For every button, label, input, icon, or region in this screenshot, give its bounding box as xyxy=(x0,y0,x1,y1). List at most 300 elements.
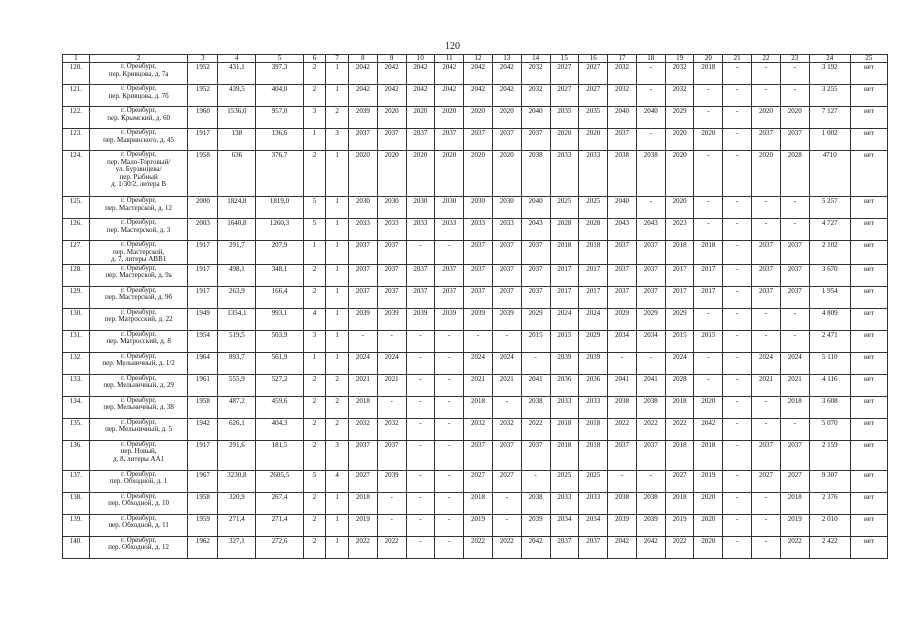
row-number-cell: 123. xyxy=(63,129,90,151)
cell-col13: 2030 xyxy=(492,197,521,219)
cell-col19: 2024 xyxy=(665,352,694,374)
cell-col23: - xyxy=(780,197,809,219)
cell-col16: 2035 xyxy=(579,107,608,129)
cell-col20: - xyxy=(694,107,723,129)
cell-col14: 2032 xyxy=(521,63,550,85)
cell-col4: 555,9 xyxy=(218,374,256,396)
cell-col11: 2020 xyxy=(435,107,464,129)
cell-col25: нет xyxy=(850,129,887,151)
cell-col14: 2040 xyxy=(521,107,550,129)
cell-col17: 2037 xyxy=(608,286,637,308)
cell-col20: 2042 xyxy=(694,418,723,440)
cell-col11: - xyxy=(435,536,464,558)
cell-col16: 2017 xyxy=(579,264,608,286)
cell-col10: - xyxy=(406,536,435,558)
address-line: пер. Мастерской, д. 9а xyxy=(105,271,172,279)
cell-col5: 181,5 xyxy=(256,440,303,470)
cell-col20: 2018 xyxy=(694,63,723,85)
address-line: д. 7, литеры АВВ1 xyxy=(110,255,167,263)
table-row xyxy=(63,396,888,418)
cell-col18: 2022 xyxy=(636,418,665,440)
cell-col4: 327,1 xyxy=(218,536,256,558)
address-cell xyxy=(89,492,188,514)
cell-col21: - xyxy=(723,129,752,151)
cell-col3: 1917 xyxy=(188,129,218,151)
cell-col6: 2 xyxy=(303,418,326,440)
address-line: г. Оренбург, xyxy=(121,264,157,272)
cell-col12: 2030 xyxy=(464,197,493,219)
cell-col12: 2037 xyxy=(464,241,493,265)
cell-col16: 2037 xyxy=(579,536,608,558)
cell-col25: нет xyxy=(850,107,887,129)
cell-col19: 2017 xyxy=(665,264,694,286)
cell-col25: нет xyxy=(850,440,887,470)
row-number-cell: 120. xyxy=(63,63,90,85)
cell-col25: нет xyxy=(850,151,887,197)
cell-col17: 2041 xyxy=(608,374,637,396)
address-line: г. Оренбург, xyxy=(121,514,157,522)
cell-col8: 2020 xyxy=(348,151,377,197)
cell-col10: - xyxy=(406,352,435,374)
cell-col8: 2039 xyxy=(348,308,377,330)
address-cell xyxy=(89,107,188,129)
cell-col25: нет xyxy=(850,470,887,492)
address-line: пер. Крымский, д. 60 xyxy=(107,113,170,122)
cell-col11: 2042 xyxy=(435,85,464,107)
cell-col3: 1967 xyxy=(188,470,218,492)
cell-col25: нет xyxy=(850,286,887,308)
cell-col10: - xyxy=(406,492,435,514)
cell-col6: 3 xyxy=(303,330,326,352)
address-line: г. Оренбург, xyxy=(121,286,157,294)
cell-col5: 348,1 xyxy=(256,264,303,286)
cell-col9: - xyxy=(377,330,406,352)
cell-col6: 2 xyxy=(303,374,326,396)
cell-col22: - xyxy=(752,396,781,418)
cell-col14: 2022 xyxy=(521,418,550,440)
cell-col7: 3 xyxy=(326,129,349,151)
address-line: г. Оренбург, xyxy=(121,196,157,204)
cell-col5: 957,0 xyxy=(256,107,303,129)
table-row xyxy=(63,241,888,265)
cell-col4: 320,9 xyxy=(218,492,256,514)
address-line: ул. Бурзянцева/ xyxy=(115,165,162,173)
cell-col15: 2027 xyxy=(550,85,579,107)
cell-col3: 1960 xyxy=(188,107,218,129)
table-row xyxy=(63,352,888,374)
column-header: 7 xyxy=(326,55,349,63)
column-header: 22 xyxy=(752,55,781,63)
cell-col3: 1958 xyxy=(188,492,218,514)
cell-col10: - xyxy=(406,440,435,470)
cell-col19: 2022 xyxy=(665,536,694,558)
cell-col12: 2032 xyxy=(464,418,493,440)
cell-col17: 2038 xyxy=(608,151,637,197)
cell-col19: 2018 xyxy=(665,241,694,265)
address-line: пер. Мельничный, д. 5 xyxy=(105,425,173,433)
cell-col7: 1 xyxy=(326,264,349,286)
cell-col17: 2032 xyxy=(608,63,637,85)
table-row xyxy=(63,85,888,107)
cell-col4: 1640,8 xyxy=(218,219,256,241)
cell-col12: 2037 xyxy=(464,264,493,286)
cell-col24: 4 727 xyxy=(809,219,850,241)
cell-col23: 2018 xyxy=(780,396,809,418)
cell-col15: 2025 xyxy=(550,197,579,219)
cell-col24: 3 192 xyxy=(809,63,850,85)
cell-col14: 2029 xyxy=(521,308,550,330)
cell-col15: 2037 xyxy=(550,536,579,558)
cell-col14: 2015 xyxy=(521,330,550,352)
cell-col23: 2018 xyxy=(780,492,809,514)
cell-col16: 2024 xyxy=(579,308,608,330)
cell-col22: 2021 xyxy=(752,374,781,396)
cell-col22: 2037 xyxy=(752,241,781,265)
cell-col4: 138 xyxy=(218,129,256,151)
cell-col20: 2020 xyxy=(694,536,723,558)
cell-col20: 2020 xyxy=(694,514,723,536)
cell-col18: 2037 xyxy=(636,264,665,286)
cell-col21: - xyxy=(723,151,752,197)
cell-col21: - xyxy=(723,308,752,330)
table-row xyxy=(63,536,888,558)
cell-col14: 2041 xyxy=(521,374,550,396)
cell-col3: 1964 xyxy=(188,352,218,374)
cell-col12: 2027 xyxy=(464,470,493,492)
cell-col20: - xyxy=(694,352,723,374)
cell-col17: 2039 xyxy=(608,514,637,536)
cell-col13: 2020 xyxy=(492,151,521,197)
cell-col6: 2 xyxy=(303,63,326,85)
address-line: д. 8, литеры АА1 xyxy=(113,454,165,463)
cell-col13: 2024 xyxy=(492,352,521,374)
cell-col19: 2028 xyxy=(665,374,694,396)
address-cell xyxy=(89,440,188,470)
cell-col10: 2020 xyxy=(406,107,435,129)
cell-col14: 2039 xyxy=(521,514,550,536)
cell-col10: 2042 xyxy=(406,85,435,107)
cell-col24: 2 376 xyxy=(809,492,850,514)
cell-col21: - xyxy=(723,264,752,286)
table-row xyxy=(63,308,888,330)
cell-col25: нет xyxy=(850,264,887,286)
cell-col17: 2038 xyxy=(608,492,637,514)
cell-col23: - xyxy=(780,85,809,107)
cell-col23: 2024 xyxy=(780,352,809,374)
cell-col4: 271,4 xyxy=(218,514,256,536)
cell-col17: - xyxy=(608,352,637,374)
cell-col14: 2037 xyxy=(521,129,550,151)
cell-col12: 2018 xyxy=(464,396,493,418)
address-cell xyxy=(89,286,188,308)
cell-col9: 2020 xyxy=(377,151,406,197)
cell-col7: 1 xyxy=(326,197,349,219)
cell-col22: - xyxy=(752,85,781,107)
cell-col25: нет xyxy=(850,396,887,418)
column-header: 18 xyxy=(636,55,665,63)
address-line: г. Оренбург, xyxy=(121,240,157,248)
cell-col3: 1917 xyxy=(188,264,218,286)
cell-col24: 4 809 xyxy=(809,308,850,330)
row-number-cell: 139. xyxy=(63,514,90,536)
cell-col11: 2037 xyxy=(435,264,464,286)
cell-col12: 2039 xyxy=(464,308,493,330)
cell-col5: 166,4 xyxy=(256,286,303,308)
row-number-cell: 133. xyxy=(63,374,90,396)
cell-col9: 2037 xyxy=(377,440,406,470)
table-row xyxy=(63,330,888,352)
address-line: пер. Обходной, д. 12 xyxy=(108,543,170,551)
cell-col19: 2023 xyxy=(665,219,694,241)
cell-col24: 1 954 xyxy=(809,286,850,308)
cell-col6: 5 xyxy=(303,219,326,241)
cell-col9: 2037 xyxy=(377,241,406,265)
cell-col18: 2038 xyxy=(636,492,665,514)
cell-col13: 2020 xyxy=(492,107,521,129)
cell-col10: 2033 xyxy=(406,219,435,241)
column-header: 17 xyxy=(608,55,637,63)
cell-col10: 2037 xyxy=(406,129,435,151)
address-line: г. Оренбург, xyxy=(121,536,157,544)
cell-col22: - xyxy=(752,197,781,219)
cell-col16: 2029 xyxy=(579,330,608,352)
cell-col21: - xyxy=(723,107,752,129)
cell-col16: 2027 xyxy=(579,63,608,85)
cell-col9: 2039 xyxy=(377,308,406,330)
row-number-cell: 138. xyxy=(63,492,90,514)
table-row xyxy=(63,470,888,492)
cell-col13: 2027 xyxy=(492,470,521,492)
cell-col11: - xyxy=(435,352,464,374)
cell-col3: 1958 xyxy=(188,396,218,418)
address-line: г. Оренбург, xyxy=(121,150,157,158)
cell-col6: 2 xyxy=(303,396,326,418)
table-header xyxy=(63,55,888,63)
cell-col17: 2037 xyxy=(608,440,637,470)
cell-col7: 1 xyxy=(326,308,349,330)
cell-col21: - xyxy=(723,440,752,470)
cell-col11: 2030 xyxy=(435,197,464,219)
cell-col22: 2037 xyxy=(752,264,781,286)
address-cell xyxy=(89,396,188,418)
cell-col19: 2020 xyxy=(665,129,694,151)
cell-col5: 397,3 xyxy=(256,63,303,85)
cell-col16: 2018 xyxy=(579,440,608,470)
address-line: д. 1/30/2, литера В xyxy=(111,180,167,188)
address-line: пер. Мельничный, д. 1/2 xyxy=(102,359,175,367)
cell-col6: 3 xyxy=(303,107,326,129)
cell-col16: 2039 xyxy=(579,352,608,374)
cell-col10: 2020 xyxy=(406,151,435,197)
row-number-cell: 131. xyxy=(63,330,90,352)
cell-col8: 2022 xyxy=(348,536,377,558)
column-header: 2 xyxy=(89,55,188,63)
cell-col25: нет xyxy=(850,308,887,330)
cell-col12: 2019 xyxy=(464,514,493,536)
cell-col14: - xyxy=(521,470,550,492)
row-number-cell: 134. xyxy=(63,396,90,418)
cell-col9: - xyxy=(377,514,406,536)
cell-col3: 1961 xyxy=(188,374,218,396)
cell-col17: 2038 xyxy=(608,396,637,418)
table-row xyxy=(63,219,888,241)
address-line: пер. Мало-Торговый/ xyxy=(107,157,171,166)
cell-col6: 2 xyxy=(303,286,326,308)
row-number-cell: 135. xyxy=(63,418,90,440)
cell-col7: 1 xyxy=(326,514,349,536)
cell-col24: 4710 xyxy=(809,151,850,197)
cell-col23: - xyxy=(780,330,809,352)
cell-col4: 636 xyxy=(218,151,256,197)
cell-col15: 2039 xyxy=(550,352,579,374)
cell-col22: 2037 xyxy=(752,440,781,470)
cell-col8: 2019 xyxy=(348,514,377,536)
address-cell xyxy=(89,241,188,265)
cell-col6: 2 xyxy=(303,151,326,197)
cell-col5: 459,6 xyxy=(256,396,303,418)
address-cell xyxy=(89,536,188,558)
cell-col10: 2037 xyxy=(406,286,435,308)
cell-col14: 2037 xyxy=(521,264,550,286)
cell-col16: 2020 xyxy=(579,129,608,151)
cell-col5: 1260,3 xyxy=(256,219,303,241)
cell-col18: 2043 xyxy=(636,219,665,241)
cell-col8: 2030 xyxy=(348,197,377,219)
cell-col15: 2018 xyxy=(550,241,579,265)
cell-col9: 2037 xyxy=(377,129,406,151)
cell-col4: 263,9 xyxy=(218,286,256,308)
cell-col23: 2028 xyxy=(780,151,809,197)
address-line: пер. Мастерской, д. 3 xyxy=(106,225,171,234)
address-cell xyxy=(89,151,188,197)
cell-col21: - xyxy=(723,418,752,440)
cell-col3: 2003 xyxy=(188,219,218,241)
cell-col8: 2018 xyxy=(348,396,377,418)
cell-col6: 5 xyxy=(303,197,326,219)
cell-col14: 2038 xyxy=(521,151,550,197)
cell-col15: 2034 xyxy=(550,514,579,536)
address-cell xyxy=(89,85,188,107)
cell-col3: 1959 xyxy=(188,514,218,536)
cell-col5: 527,2 xyxy=(256,374,303,396)
address-cell xyxy=(89,308,188,330)
column-header: 9 xyxy=(377,55,406,63)
address-cell xyxy=(89,197,188,219)
cell-col9: 2030 xyxy=(377,197,406,219)
row-number-cell: 136. xyxy=(63,440,90,470)
cell-col8: 2037 xyxy=(348,286,377,308)
cell-col13: - xyxy=(492,396,521,418)
cell-col18: - xyxy=(636,85,665,107)
cell-col13: 2032 xyxy=(492,418,521,440)
cell-col17: 2040 xyxy=(608,197,637,219)
cell-col18: 2029 xyxy=(636,308,665,330)
address-line: г. Оренбург, xyxy=(121,396,157,404)
cell-col24: 5 070 xyxy=(809,418,850,440)
cell-col12: 2020 xyxy=(464,107,493,129)
cell-col25: нет xyxy=(850,352,887,374)
address-line: пер. Матросский, д. 22 xyxy=(104,315,173,323)
cell-col19: 2027 xyxy=(665,470,694,492)
cell-col16: 2033 xyxy=(579,492,608,514)
cell-col10: - xyxy=(406,241,435,265)
cell-col14: - xyxy=(521,352,550,374)
cell-col25: нет xyxy=(850,418,887,440)
cell-col23: 2027 xyxy=(780,470,809,492)
address-cell xyxy=(89,352,188,374)
cell-col11: 2042 xyxy=(435,63,464,85)
cell-col13: 2037 xyxy=(492,286,521,308)
cell-col25: нет xyxy=(850,219,887,241)
cell-col13: 2042 xyxy=(492,63,521,85)
cell-col23: 2022 xyxy=(780,536,809,558)
address-line: пер. Мастерской, д. 9б xyxy=(105,293,173,301)
cell-col7: 1 xyxy=(326,330,349,352)
cell-col9: 2021 xyxy=(377,374,406,396)
cell-col9: 2022 xyxy=(377,536,406,558)
cell-col3: 1942 xyxy=(188,418,218,440)
cell-col9: 2037 xyxy=(377,264,406,286)
column-header: 13 xyxy=(492,55,521,63)
cell-col11: - xyxy=(435,440,464,470)
cell-col11: 2020 xyxy=(435,151,464,197)
cell-col19: 2029 xyxy=(665,308,694,330)
address-line: пер. Матросский, д. 8 xyxy=(106,337,171,345)
cell-col3: 1917 xyxy=(188,440,218,470)
cell-col21: - xyxy=(723,197,752,219)
address-cell xyxy=(89,330,188,352)
cell-col16: 2018 xyxy=(579,418,608,440)
cell-col12: 2024 xyxy=(464,352,493,374)
cell-col24: 2 471 xyxy=(809,330,850,352)
table-row xyxy=(63,63,888,85)
cell-col18: 2037 xyxy=(636,286,665,308)
cell-col5: 1819,0 xyxy=(256,197,303,219)
address-line: г. Оренбург, xyxy=(121,308,157,316)
table-row xyxy=(63,440,888,470)
column-header: 24 xyxy=(809,55,850,63)
cell-col6: 1 xyxy=(303,241,326,265)
column-header: 5 xyxy=(256,55,303,63)
cell-col11: 2039 xyxy=(435,308,464,330)
cell-col21: - xyxy=(723,286,752,308)
cell-col3: 1958 xyxy=(188,151,218,197)
cell-col16: 2033 xyxy=(579,151,608,197)
cell-col8: 2024 xyxy=(348,352,377,374)
cell-col25: нет xyxy=(850,241,887,265)
cell-col24: 9 307 xyxy=(809,470,850,492)
cell-col19: 2022 xyxy=(665,418,694,440)
cell-col6: 4 xyxy=(303,308,326,330)
cell-col6: 2 xyxy=(303,85,326,107)
cell-col16: 2034 xyxy=(579,514,608,536)
cell-col17: - xyxy=(608,470,637,492)
cell-col23: - xyxy=(780,63,809,85)
cell-col19: 2020 xyxy=(665,151,694,197)
address-line: пер. Мавринского, д. 45 xyxy=(103,135,175,144)
cell-col15: 2033 xyxy=(550,492,579,514)
cell-col23: - xyxy=(780,418,809,440)
cell-col5: 404,3 xyxy=(256,418,303,440)
cell-col11: 2033 xyxy=(435,219,464,241)
cell-col21: - xyxy=(723,85,752,107)
cell-col13: 2037 xyxy=(492,129,521,151)
cell-col23: 2020 xyxy=(780,107,809,129)
cell-col15: 2033 xyxy=(550,151,579,197)
cell-col13: 2037 xyxy=(492,264,521,286)
page-number: 120 xyxy=(445,41,460,52)
cell-col18: - xyxy=(636,470,665,492)
